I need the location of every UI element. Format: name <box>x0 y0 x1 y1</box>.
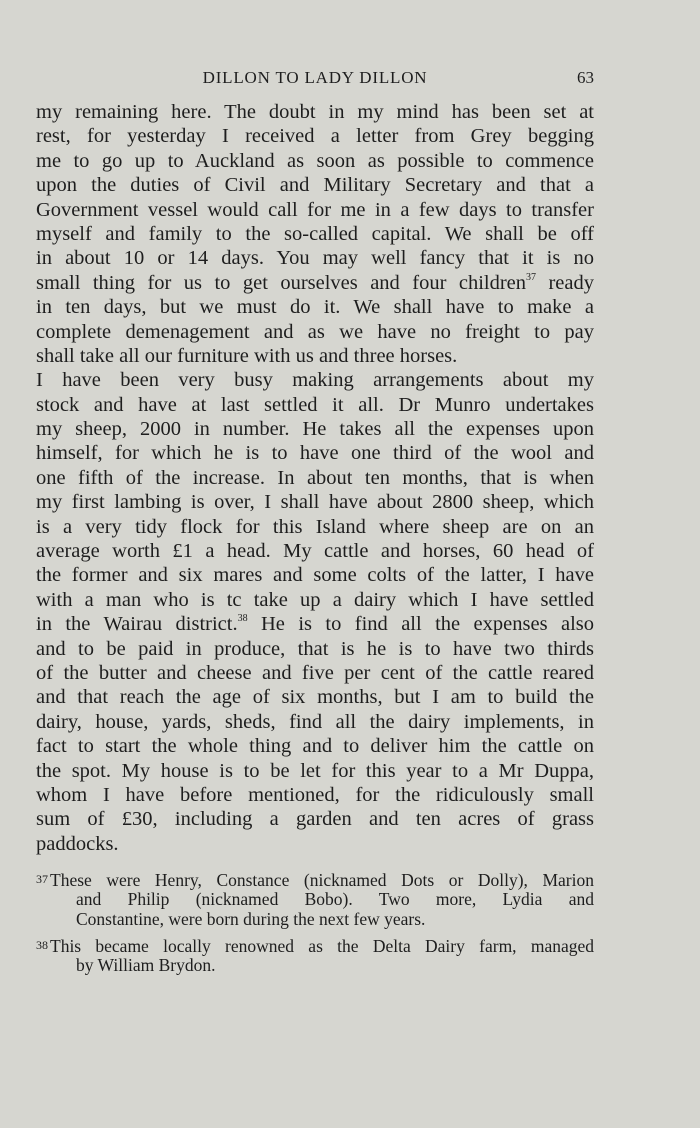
text-line: in ten days, but we must do it. We shall have to make a <box>36 296 594 319</box>
paragraph-start: I have been very busy making arrangements about my <box>36 369 594 392</box>
text-line: and to be paid in produce, that is he is to have two thirds <box>36 637 594 660</box>
text-line: whom I have before mentioned, for the ridiculously small <box>36 783 594 806</box>
text-line-with-note <box>36 612 594 636</box>
text-line: dairy, house, yards, sheds, find all the dairy implements, in <box>36 710 594 733</box>
text-line: fact to start the whole thing and to deliver him the cattle on <box>36 735 594 758</box>
text-line: paddocks. <box>36 832 119 855</box>
text-line: my first lambing is over, I shall have about 2800 sheep, which <box>36 491 594 514</box>
text-line: one fifth of the increase. In about ten months, that is when <box>36 466 594 489</box>
text-line: stock and have at last settled it all. Dr Munro undertakes <box>36 393 594 416</box>
text-line: is a very tidy flock for this Island where sheep are on an <box>36 515 594 538</box>
footnote-mark: 38 <box>36 938 48 952</box>
text-line: with a man who is tc take up a dairy which I have settled <box>36 588 594 611</box>
footnote-ref-38: 38 <box>237 613 248 625</box>
text-line: sum of £30, including a garden and ten acres of grass <box>36 808 594 831</box>
text-segment: small thing for us to get ourselves and four children <box>36 271 527 294</box>
running-head <box>36 68 594 94</box>
text-line: the spot. My house is to be let for this year to a Mr Duppa, <box>36 759 594 782</box>
text-line: and that reach the age of six months, but I am to build the <box>36 686 594 709</box>
text-line: the former and six mares and some colts of the latter, I have <box>36 564 594 587</box>
text-line: complete demenagement and as we have no freight to pay <box>36 320 594 343</box>
footnote-38 <box>36 935 594 955</box>
text-line: himself, for which he is to have one third of the wool and <box>36 442 594 465</box>
text-line: average worth £1 a head. My cattle and horses, 60 head of <box>36 540 594 563</box>
footnote-mark: 37 <box>36 872 48 886</box>
footnote-line: and Philip (nicknamed Bobo). Two more, Lydia and <box>76 889 594 909</box>
text-line <box>36 368 594 392</box>
footnote-ref-37: 37 <box>526 271 537 283</box>
text-line: myself and family to the so-called capital. We shall be off <box>36 222 594 245</box>
text-line: me to go up to Auckland as soon as possible to commence <box>36 149 594 172</box>
page-number: 63 <box>577 68 594 87</box>
footnote-text: These were Henry, Constance (nicknamed Dots or Dolly), Marion <box>50 870 594 890</box>
text-line: rest, for yesterday I received a letter from Grey begging <box>36 125 594 148</box>
text-line: in about 10 or 14 days. You may well fancy that it is no <box>36 247 594 270</box>
footnote-line: Constantine, were born during the next few years. <box>76 909 426 929</box>
footnote-text: This became locally renowned as the Delta Dairy farm, managed <box>50 936 594 956</box>
text-line: Government vessel would call for me in a few days to transfer <box>36 198 594 221</box>
text-line: my sheep, 2000 in number. He takes all the expenses upon <box>36 418 594 441</box>
text-segment: in the Wairau district. <box>36 613 238 636</box>
footnote-37 <box>36 869 594 889</box>
text-line: my remaining here. The doubt in my mind has been set at <box>36 101 594 123</box>
text-segment: ready <box>536 271 594 294</box>
footnote-line: by William Brydon. <box>76 955 216 975</box>
text-segment: He is to find all the expenses also <box>247 613 594 636</box>
text-line: upon the duties of Civil and Military Secretary and that a <box>36 174 594 197</box>
running-title: DILLON TO LADY DILLON <box>202 68 428 87</box>
text-line: shall take all our furniture with us and three horses. <box>36 344 458 367</box>
body-text <box>36 100 594 856</box>
text-line-with-note <box>36 271 594 295</box>
footnotes <box>36 869 594 975</box>
text-line: of the butter and cheese and five per cent of the cattle reared <box>36 661 594 684</box>
